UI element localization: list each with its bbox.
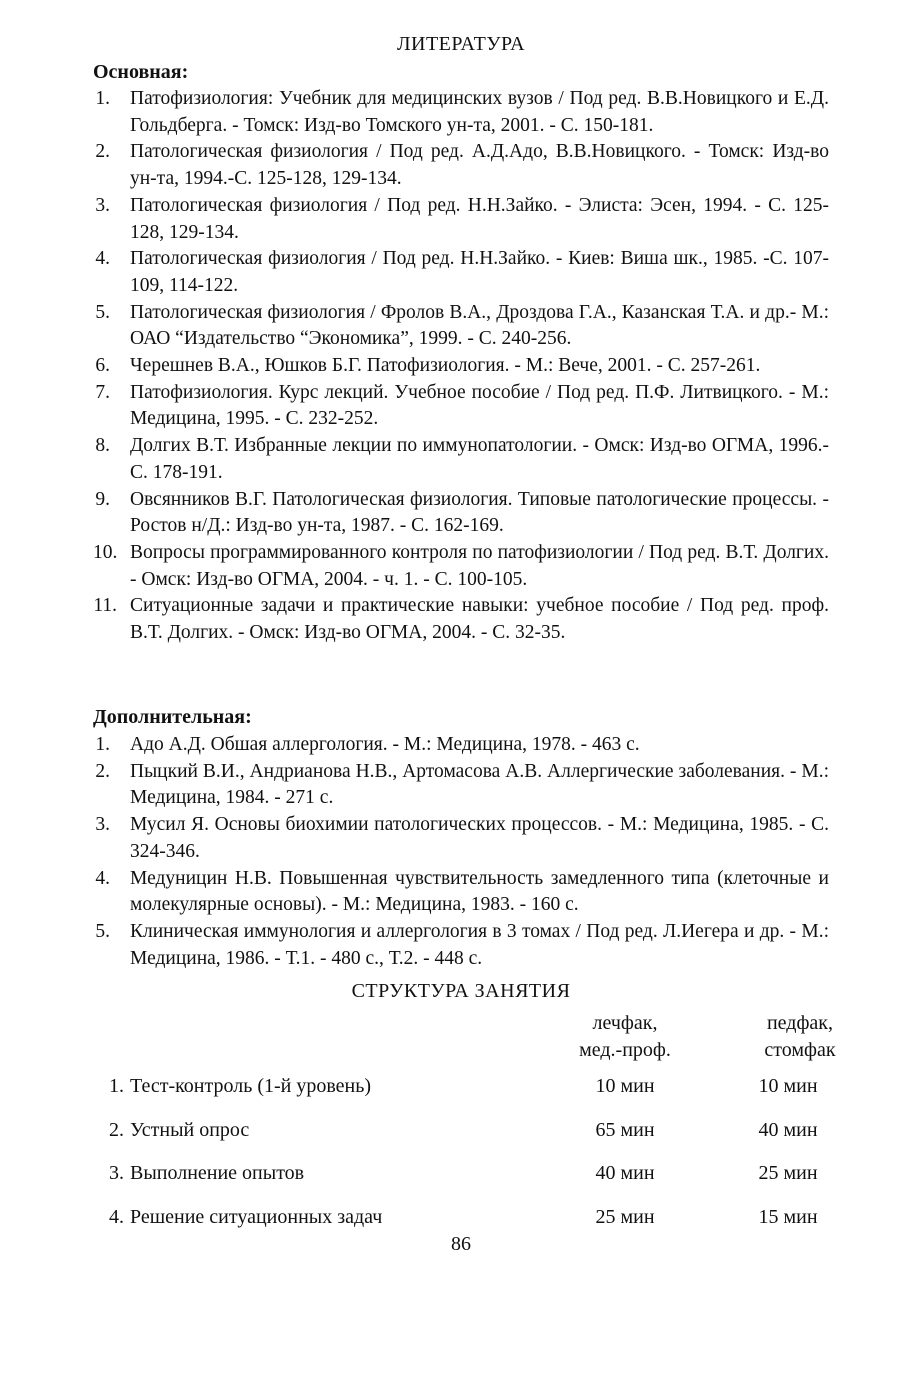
row-pedfak-time: 25 мин — [758, 1162, 818, 1184]
item-number: 7. — [95, 381, 110, 403]
item-number: 1. — [95, 734, 110, 755]
main-literature-item — [93, 540, 829, 593]
row-lechfak-time: 25 мин — [595, 1206, 655, 1228]
item-text: Патологическая физиология / Фролов В.А., Дроздова Г.А., Казанская Т.А. и др.- М.: ОАО “Издательство “Экономика”, 1999. - С. 240-256. — [130, 301, 829, 350]
item-number: 11. — [93, 595, 117, 617]
item-text: Патофизиология. Курс лекций. Учебное пособие / Под ред. П.Ф. Литвицкого. - М.: Медицина, 1995. - С. 232-252. — [130, 381, 829, 430]
item-text: Патологическая физиология / Под ред. Н.Н.Зайко. - Элиста: Эсен, 1994. - С. 125-128, 129-134. — [130, 194, 829, 243]
item-text: Овсянников В.Г. Патологическая физиология. Типовые патологические процессы. - Ростов н/Д.: Изд-во ун-та, 1987. - С. 162-169. — [130, 488, 829, 537]
main-literature-item — [93, 593, 829, 646]
item-text: Долгих В.Т. Избранные лекции по иммунопатологии. - Омск: Изд-во ОГМА, 1996.-С. 178-191. — [130, 435, 829, 483]
row-label: Тест-контроль (1-й уровень) — [130, 1075, 372, 1097]
column-header-lechfak — [545, 1010, 705, 1064]
row-number: 1. — [109, 1075, 124, 1097]
item-number: 1. — [95, 88, 110, 109]
item-number: 5. — [95, 301, 110, 323]
item-number: 3. — [95, 814, 110, 836]
row-lechfak-time: 40 мин — [595, 1162, 655, 1184]
main-literature-item — [93, 193, 829, 246]
item-text: Черешнев В.А., Юшков Б.Г. Патофизиология. - М.: Вече, 2001. - С. 257-261. — [130, 355, 761, 377]
main-literature-item — [93, 86, 829, 139]
literature-title: ЛИТЕРАТУРА — [396, 33, 526, 55]
row-label: Выполнение опытов — [130, 1162, 305, 1184]
main-literature-heading: Основная: — [93, 61, 189, 83]
item-text: Адо А.Д. Обшая аллергология. - М.: Медицина, 1978. - 463 с. — [130, 734, 640, 755]
table-row — [0, 1206, 922, 1234]
main-literature-item — [93, 246, 829, 299]
item-number: 4. — [95, 248, 110, 270]
item-text: Вопросы программированного контроля по патофизиологии / Под ред. В.Т. Долгих. - Омск: Изд-во ОГМА, 2004. - ч. 1. - С. 100-105. — [130, 541, 829, 590]
item-number: 4. — [95, 867, 110, 889]
item-text: Патофизиология: Учебник для медицинских вузов / Под ред. В.В.Новицкого и Е.Д. Гольдберга. - Томск: Изд-во Томского ун-та, 2001. - С. 150-181. — [130, 88, 829, 136]
row-number: 2. — [109, 1119, 124, 1141]
main-literature-item — [93, 353, 829, 380]
extra-literature-heading: Дополнительная: — [93, 706, 252, 728]
item-number: 5. — [95, 920, 110, 942]
extra-literature-item — [93, 759, 829, 812]
extra-literature-item — [93, 919, 829, 972]
item-number: 2. — [95, 141, 110, 163]
page-number: 86 — [451, 1233, 471, 1255]
main-literature-list — [93, 86, 829, 647]
row-pedfak-time: 10 мин — [758, 1075, 818, 1097]
item-text: Пыцкий В.И., Андрианова Н.В., Артомасова А.В. Аллергические заболевания. - М.: Медицина, 1984. - 271 с. — [130, 760, 829, 809]
item-number: 8. — [95, 435, 110, 457]
row-number: 3. — [109, 1162, 124, 1184]
column-header-line: педфак, — [766, 1012, 834, 1034]
lesson-structure-table — [0, 1010, 922, 1240]
extra-literature-item — [93, 866, 829, 919]
row-label: Устный опрос — [130, 1119, 250, 1141]
column-header-line: мед.-проф. — [579, 1039, 671, 1061]
item-text: Ситуационные задачи и практические навыки: учебное пособие / Под ред. проф. В.Т. Долгих. - Омск: Изд-во ОГМА, 2004. - С. 32-35. — [130, 595, 829, 644]
item-number: 3. — [95, 194, 110, 216]
table-row — [0, 1162, 922, 1190]
row-pedfak-time: 15 мин — [758, 1206, 818, 1228]
item-number: 9. — [95, 488, 110, 510]
extra-literature-item — [93, 812, 829, 865]
column-header-line: лечфак, — [592, 1012, 658, 1034]
item-text: Медуницин Н.В. Повышенная чувствительность замедленного типа (клеточные и молекулярные основы). - М.: Медицина, 1983. - 160 с. — [130, 867, 829, 916]
main-literature-item — [93, 380, 829, 433]
extra-literature-item — [93, 732, 829, 759]
item-text: Клиническая иммунология и аллергология в 3 томах / Под ред. Л.Иегера и др. - М.: Медицина, 1986. - Т.1. - 480 с., Т.2. - 448 с. — [130, 920, 829, 969]
lesson-structure-title: СТРУКТУРА ЗАНЯТИЯ — [351, 980, 571, 1002]
column-header-line: стомфак — [764, 1039, 836, 1061]
main-literature-item — [93, 139, 829, 192]
row-lechfak-time: 10 мин — [595, 1075, 655, 1097]
row-pedfak-time: 40 мин — [758, 1119, 818, 1141]
item-number: 10. — [93, 541, 118, 563]
item-number: 2. — [95, 760, 110, 782]
row-label: Решение ситуационных задач — [130, 1206, 383, 1228]
table-row — [0, 1119, 922, 1147]
extra-literature-list — [93, 732, 829, 972]
item-text: Патологическая физиология / Под ред. Н.Н.Зайко. - Киев: Виша шк., 1985. -С. 107-109, 114-122. — [130, 248, 829, 296]
table-row — [0, 1075, 922, 1103]
item-text: Патологическая физиология / Под ред. А.Д.Адо, В.В.Новицкого. - Томск: Изд-во ун-та, 1994.-С. 125-128, 129-134. — [130, 141, 829, 190]
item-number: 6. — [95, 355, 110, 377]
row-number: 4. — [109, 1206, 124, 1228]
main-literature-item — [93, 433, 829, 486]
row-lechfak-time: 65 мин — [595, 1119, 655, 1141]
main-literature-item — [93, 487, 829, 540]
main-literature-item — [93, 300, 829, 353]
item-text: Мусил Я. Основы биохимии патологических процессов. - М.: Медицина, 1985. - С. 324-346. — [130, 814, 829, 862]
column-header-pedfak — [720, 1010, 880, 1064]
